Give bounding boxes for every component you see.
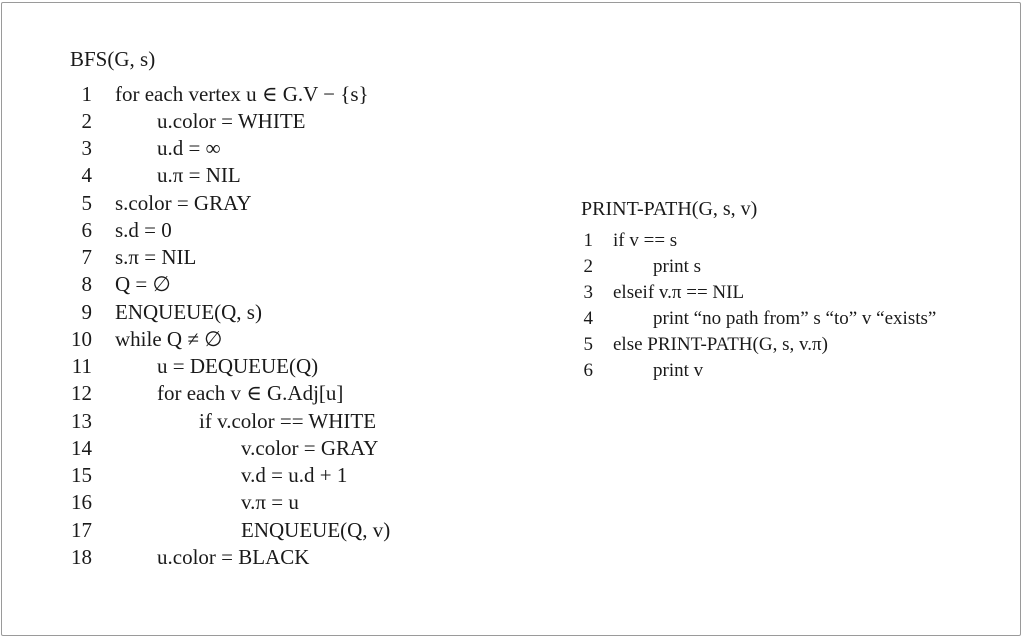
line-number: 4 bbox=[81, 163, 92, 187]
code-text: for each vertex u ∈ G.V − {s} bbox=[115, 82, 369, 106]
line-number: 5 bbox=[583, 334, 593, 355]
code-text: if v == s bbox=[613, 230, 678, 251]
line-number: 1 bbox=[81, 82, 92, 106]
code-text: print “no path from” s “to” v “exists” bbox=[653, 308, 937, 329]
line-number: 14 bbox=[71, 436, 92, 460]
line-number: 6 bbox=[81, 218, 92, 242]
line-number: 13 bbox=[71, 409, 92, 433]
line-number: 15 bbox=[71, 463, 92, 487]
code-text: for each v ∈ G.Adj[u] bbox=[157, 381, 344, 405]
line-number: 8 bbox=[81, 272, 92, 296]
line-number: 2 bbox=[583, 256, 593, 277]
bfs-title: BFS(G, s) bbox=[70, 47, 156, 71]
line-number: 18 bbox=[71, 545, 92, 569]
code-text: s.d = 0 bbox=[115, 218, 172, 242]
code-text: else PRINT-PATH(G, s, v.π) bbox=[613, 334, 828, 355]
code-text: if v.color == WHITE bbox=[199, 409, 377, 433]
code-text: while Q ≠ ∅ bbox=[115, 327, 223, 351]
line-number: 16 bbox=[71, 490, 92, 514]
print-path-procedure bbox=[581, 198, 1001, 398]
code-text: Q = ∅ bbox=[115, 272, 171, 296]
line-number: 9 bbox=[81, 300, 92, 324]
code-text: u.color = WHITE bbox=[157, 109, 306, 133]
code-text: elseif v.π == NIL bbox=[613, 282, 745, 303]
line-number: 7 bbox=[81, 245, 92, 269]
code-text: v.π = u bbox=[241, 490, 299, 514]
code-text: print v bbox=[653, 360, 704, 381]
line-number: 2 bbox=[81, 109, 92, 133]
line-number: 6 bbox=[583, 360, 593, 381]
code-text: s.color = GRAY bbox=[115, 191, 252, 215]
code-text: u.d = ∞ bbox=[157, 136, 221, 160]
line-number: 1 bbox=[583, 230, 593, 251]
line-number: 5 bbox=[81, 191, 92, 215]
line-number: 17 bbox=[71, 518, 92, 542]
line-number: 10 bbox=[71, 327, 92, 351]
code-text: v.d = u.d + 1 bbox=[241, 463, 348, 487]
line-number: 12 bbox=[71, 381, 92, 405]
code-text: u.color = BLACK bbox=[157, 545, 310, 569]
bfs-procedure bbox=[70, 47, 490, 587]
code-text: s.π = NIL bbox=[115, 245, 197, 269]
code-text: ENQUEUE(Q, v) bbox=[241, 518, 391, 542]
line-number: 4 bbox=[583, 308, 593, 329]
code-text: print s bbox=[653, 256, 702, 277]
code-text: u = DEQUEUE(Q) bbox=[157, 354, 319, 378]
print-path-title: PRINT-PATH(G, s, v) bbox=[581, 198, 758, 220]
line-number: 3 bbox=[583, 282, 593, 303]
code-text: u.π = NIL bbox=[157, 163, 241, 187]
line-number: 3 bbox=[81, 136, 92, 160]
code-text: ENQUEUE(Q, s) bbox=[115, 300, 262, 324]
line-number: 11 bbox=[71, 354, 92, 378]
code-text: v.color = GRAY bbox=[241, 436, 379, 460]
